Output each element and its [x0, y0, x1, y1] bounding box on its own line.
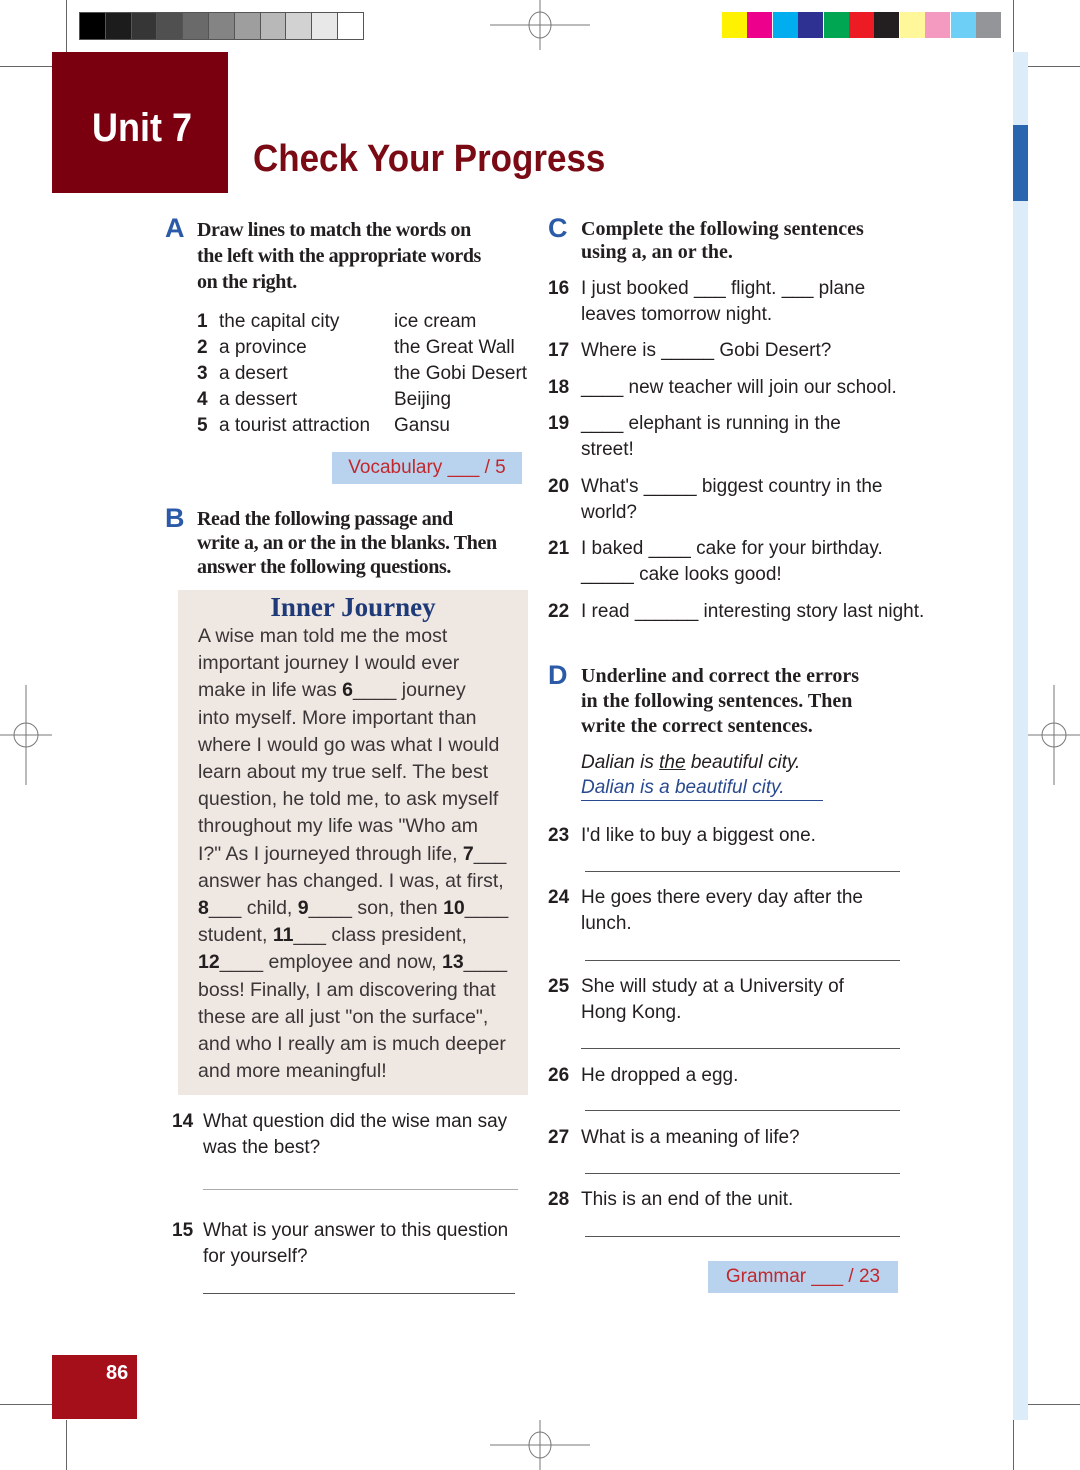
passage-line — [178, 759, 528, 786]
blank-number: 7 — [462, 842, 474, 865]
passage-line — [178, 1058, 528, 1085]
blank-number: 9 — [297, 897, 309, 920]
answer-line[interactable] — [585, 960, 900, 961]
passage-segment: where I would go was what I would — [198, 733, 500, 756]
answer-line-14[interactable] — [203, 1189, 518, 1190]
passage-segment: question, he told me, to ask myself — [198, 788, 499, 811]
passage-line — [178, 677, 528, 704]
passage-segment: into myself. More important than — [198, 706, 477, 729]
instruction-line: answer the following questions. — [197, 556, 451, 578]
instruction-line: write a, an or the in the blanks. Then — [197, 532, 497, 554]
match-right-item[interactable]: Gansu — [394, 415, 450, 436]
question-number: 23 — [548, 825, 570, 846]
item-text: the capital city — [219, 311, 340, 332]
passage-segment: A wise man told me the most — [198, 625, 448, 647]
question-text: lunch. — [581, 913, 632, 934]
match-left-item[interactable] — [197, 413, 370, 439]
answer-line[interactable] — [585, 1110, 900, 1111]
passage-line — [178, 1004, 528, 1031]
question-number: 21 — [548, 538, 570, 559]
answer-line-15[interactable] — [203, 1293, 515, 1294]
passage-segment: boss! Finally, I am discovering that — [198, 978, 496, 1001]
passage-text — [178, 623, 528, 1085]
passage-segment: learn about my true self. The best — [198, 761, 489, 784]
passage-segment: ____ journey — [353, 679, 466, 702]
question-number: 25 — [548, 976, 570, 997]
instruction-line: Draw lines to match the words on — [197, 219, 471, 241]
passage-line — [178, 895, 528, 922]
example-text: beautiful city. — [685, 752, 801, 773]
passage-segment: answer has changed. I was, at first, — [198, 869, 504, 892]
gray-swatch — [260, 12, 287, 40]
blank-number: 12 — [198, 951, 220, 974]
blank-number: 11 — [272, 924, 294, 947]
question-text: was the best? — [203, 1137, 321, 1158]
gray-swatch — [234, 12, 261, 40]
instruction-line: the left with the appropriate words — [197, 245, 481, 267]
color-swatch — [874, 12, 899, 38]
question-text: I just booked ___ flight. ___ plane — [581, 278, 866, 299]
item-number: 4 — [197, 389, 208, 410]
match-left-item[interactable] — [197, 361, 370, 387]
section-d-instruction — [581, 664, 859, 739]
crop-mark — [1013, 1420, 1014, 1470]
example-answer: Dalian is a beautiful city. — [581, 776, 823, 801]
question-text: Hong Kong. — [581, 1002, 682, 1023]
passage-segment: ____ son, then — [308, 897, 444, 920]
gray-swatch — [156, 12, 183, 40]
gray-swatch — [105, 12, 132, 40]
question-text: He dropped a egg. — [581, 1065, 739, 1086]
color-swatch — [849, 12, 874, 38]
instruction-line: on the right. — [197, 271, 297, 293]
passage-segment: ____ — [464, 897, 509, 920]
crop-mark — [1028, 66, 1080, 67]
question-number: 16 — [548, 278, 570, 299]
passage-segment: throughout my life was "Who am — [198, 815, 479, 838]
crop-mark — [0, 1404, 52, 1405]
passage-title: Inner Journey — [270, 592, 436, 622]
passage-segment: ___ class president, — [293, 924, 467, 947]
question-text: Where is _____ Gobi Desert? — [581, 340, 832, 361]
passage-segment: and more meaningful! — [198, 1060, 387, 1083]
match-left-item[interactable] — [197, 335, 370, 361]
passage-line — [178, 650, 528, 677]
passage-segment: ___ — [473, 842, 507, 865]
gray-swatch — [208, 12, 235, 40]
passage-segment: make in life was — [198, 679, 343, 702]
instruction-line: write the correct sentences. — [581, 715, 813, 737]
question-text: This is an end of the unit. — [581, 1189, 794, 1210]
question-text: I baked ____ cake for your birthday. — [581, 538, 883, 559]
passage-line — [178, 786, 528, 813]
color-swatch — [824, 12, 849, 38]
registration-mark-icon — [1028, 685, 1080, 785]
question-number: 28 — [548, 1189, 570, 1210]
unit-label: Unit 7 — [92, 106, 193, 150]
section-b-letter: B — [165, 503, 185, 533]
section-a-letter: A — [165, 213, 185, 243]
question-number: 26 — [548, 1065, 570, 1086]
question-text: What's _____ biggest country in the — [581, 476, 883, 497]
crop-mark — [66, 0, 67, 52]
color-swatch — [773, 12, 798, 38]
match-right-item[interactable]: Beijing — [394, 389, 452, 410]
item-number: 3 — [197, 363, 208, 384]
section-b-instruction — [197, 507, 497, 579]
gray-swatch — [311, 12, 338, 40]
gray-swatch — [79, 12, 106, 40]
section-c-instruction — [581, 218, 864, 264]
passage-segment: ____ — [463, 951, 508, 974]
passage-line — [178, 841, 528, 868]
answer-line[interactable] — [585, 871, 900, 872]
question-text: She will study at a University of — [581, 976, 844, 997]
instruction-line: Underline and correct the errors — [581, 665, 860, 687]
crop-mark — [66, 1420, 67, 1470]
blank-number: 10 — [443, 897, 465, 920]
match-left-item[interactable] — [197, 387, 370, 413]
passage-segment: student, — [198, 924, 273, 947]
item-text: a tourist attraction — [219, 415, 371, 436]
passage-segment: ____ employee and now, — [219, 951, 442, 974]
passage-line — [178, 1031, 528, 1058]
example-sentence — [581, 750, 800, 776]
vocabulary-score: Vocabulary ___ / 5 — [332, 452, 522, 484]
passage-line — [178, 732, 528, 759]
question-number: 27 — [548, 1127, 570, 1148]
instruction-line: Complete the following sentences — [581, 218, 864, 240]
section-c-letter: C — [548, 213, 568, 243]
color-swatch — [951, 12, 976, 38]
item-text: a dessert — [219, 389, 298, 410]
gray-swatch — [337, 12, 364, 40]
question-text: I read ______ interesting story last night. — [581, 601, 925, 622]
question-number: 17 — [548, 340, 570, 361]
question-number: 22 — [548, 601, 570, 622]
question-text: _____ cake looks good! — [581, 564, 782, 585]
question-number: 14 — [172, 1111, 194, 1132]
question-text: What is a meaning of life? — [581, 1127, 800, 1148]
page-title: Check Your Progress — [253, 138, 606, 180]
passage-line — [178, 868, 528, 895]
passage-line — [178, 949, 528, 976]
match-right-item[interactable]: ice cream — [394, 311, 477, 332]
answer-line[interactable] — [585, 1236, 900, 1237]
color-swatch — [925, 12, 950, 38]
passage-line — [178, 705, 528, 732]
question-text: street! — [581, 439, 634, 460]
match-left-list — [197, 309, 370, 439]
example-error: the — [659, 752, 686, 773]
blank-number: 13 — [441, 951, 464, 974]
gray-swatch — [182, 12, 209, 40]
gray-swatch — [131, 12, 158, 40]
question-text: ____ new teacher will join our school. — [581, 377, 897, 398]
crop-mark — [1013, 0, 1014, 52]
passage-segment: ___ child, — [208, 897, 298, 920]
question-text: ____ elephant is running in the — [581, 413, 841, 434]
color-swatch — [798, 12, 823, 38]
item-number: 2 — [197, 337, 208, 358]
crop-mark — [0, 66, 52, 67]
instruction-line: using a, an or the. — [581, 241, 733, 263]
side-strip — [1013, 52, 1028, 1420]
question-text: He goes there every day after the — [581, 887, 863, 908]
example-text: Dalian is — [581, 752, 660, 773]
passage-segment: and who I really am is much deeper — [198, 1033, 506, 1056]
question-number: 18 — [548, 377, 570, 398]
blank-number: 6 — [342, 679, 353, 702]
gray-swatch — [285, 12, 312, 40]
item-number: 5 — [197, 415, 208, 436]
page-number: 86 — [106, 1362, 129, 1384]
match-right-item[interactable]: the Great Wall — [394, 337, 515, 358]
question-number: 20 — [548, 476, 570, 497]
question-number: 19 — [548, 413, 570, 434]
item-text: a desert — [219, 363, 288, 384]
registration-mark-icon — [490, 0, 590, 50]
crop-mark — [1028, 1404, 1080, 1405]
side-strip-marker — [1013, 125, 1028, 201]
instruction-line: in the following sentences. Then — [581, 690, 853, 712]
registration-mark-icon — [490, 1420, 590, 1470]
color-swatch — [900, 12, 925, 38]
instruction-line: Read the following passage and — [197, 508, 453, 530]
answer-line[interactable] — [581, 1048, 900, 1049]
grammar-score: Grammar ___ / 23 — [708, 1261, 898, 1293]
passage-line — [178, 623, 528, 650]
item-text: a province — [219, 337, 307, 358]
passage-line — [178, 977, 528, 1004]
passage-segment: I?" As I journeyed through life, — [198, 842, 463, 865]
section-d-letter: D — [548, 660, 568, 690]
passage-segment: these are all just "on the surface", — [198, 1005, 489, 1028]
registration-mark-icon — [0, 685, 52, 785]
match-left-item[interactable] — [197, 309, 370, 335]
color-swatch — [976, 12, 1001, 38]
blank-number: 8 — [198, 897, 209, 920]
item-number: 1 — [197, 311, 208, 332]
question-text: for yourself? — [203, 1246, 308, 1267]
question-number: 24 — [548, 887, 570, 908]
question-text: world? — [581, 502, 637, 523]
question-text: I'd like to buy a biggest one. — [581, 825, 816, 846]
color-swatch — [722, 12, 747, 38]
section-a-instruction — [197, 217, 481, 295]
question-text: leaves tomorrow night. — [581, 304, 773, 325]
match-right-item[interactable]: the Gobi Desert — [394, 363, 528, 384]
question-text: What is your answer to this question — [203, 1220, 509, 1241]
question-number: 15 — [172, 1220, 194, 1241]
passage-segment: important journey I would ever — [198, 652, 460, 675]
match-right-list — [394, 309, 527, 439]
passage-line — [178, 922, 528, 949]
question-text: What question did the wise man say — [203, 1111, 508, 1132]
color-swatch — [747, 12, 772, 38]
passage-box — [178, 590, 528, 1095]
answer-line[interactable] — [585, 1173, 900, 1174]
passage-line — [178, 813, 528, 840]
